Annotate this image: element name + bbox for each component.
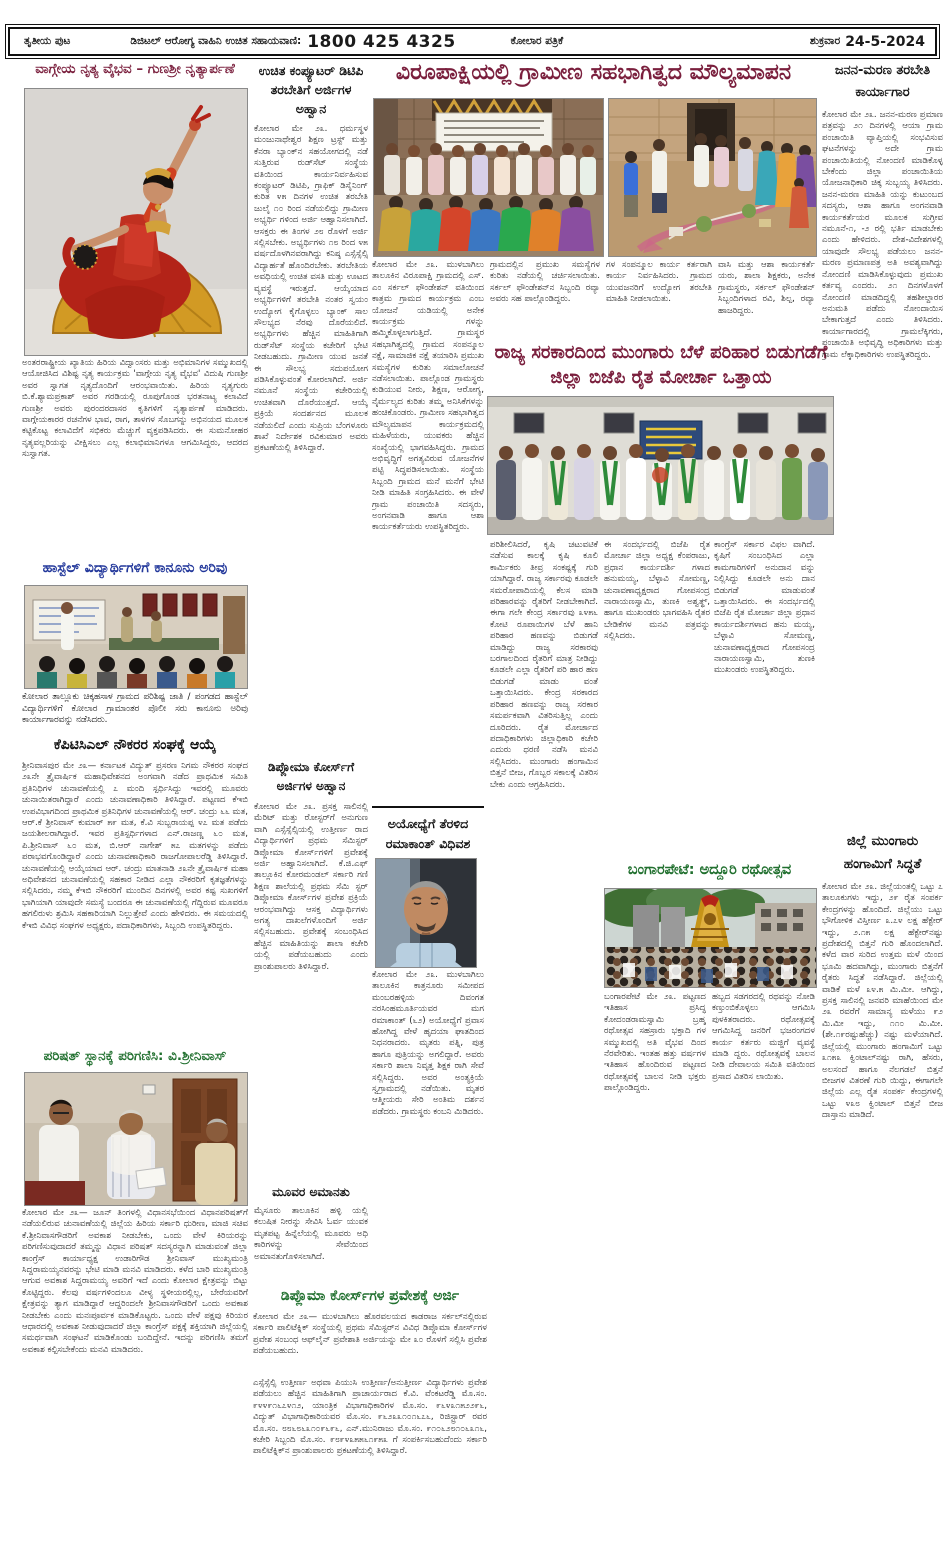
evaluation-body-col2: ಗ್ರಾಮದಲ್ಲಿನ ಪ್ರಮುಖ ಸಮಸ್ಯೆಗಳ ಕುರಿತು ನಡೆಯಲ್ಲಿ ಚರ್ಚಿಸಲಾಯಿತು. ಸರ್ಕಲ್ ಫೌಂಡೇಶನ್‌ನ ಸಿಬ್ಬಂದಿ ರವ್ಯಾ ಅವರು ಸಹ ಪಾಲ್ಗೊಂಡಿದ್ದರು. bbox=[490, 260, 600, 305]
masthead-bar bbox=[8, 27, 937, 56]
dance-body: ಅಂತರರಾಷ್ಟ್ರೀಯ ಖ್ಯಾತಿಯ ಹಿರಿಯ ವಿದ್ವಾಂಸರು ಮತ್ತು ಅಭಿಮಾನಿಗಳ ಸಮ್ಮುಖದಲ್ಲಿ ಆಯೋಜಿಸಿದ ವಿಶಿಷ್ಟ ನೃತ್ಯ ಕಾರ್ಯಕ್ರಮ 'ವಾಗ್ಗೇಯ ನೃತ್ಯ ವೈಭವ' ವಿದುಷಿ ಗುಣಶ್ರೀ ಅವರ ಸ್ವಾಗತ ನೃತ್ಯದೊಂದಿಗೆ ಆರಂಭವಾಯಿತು. ಹಿರಿಯ ನೃತ್ಯಗುರು ಬಿ.ಕೆ.ಶ್ಯಾಮಪ್ರಕಾಶ್ ಅವರ ಗರಡಿಯಲ್ಲಿ ರೂಪುಗೊಂಡ ಭರತನಾಟ್ಯ ಕಲಾವಿದೆ ಗುಣಶ್ರೀ ಅವರು ಪುರಂದರದಾಸರ ಕೃತಿಗಳಿಗೆ ನೃತ್ಯಾರ್ಪಣೆ ಮಾಡಿದರು. ವಾಗ್ಗೇಯಕಾರರ ರಚನೆಗಳ ಭಾವ, ರಾಗ, ತಾಳಗಳ ಸೊಬಗನ್ನು ಅಭಿನಯದ ಮೂಲಕ ಕಟ್ಟಿಕೊಟ್ಟ ಕಲಾವಿದೆಗೆ ಸಭಿಕರು ಮೆಚ್ಚುಗೆ ವ್ಯಕ್ತಪಡಿಸಿದರು. ಈ ಸುಮನೋಹರ ನೃತ್ಯವಲ್ಲರಿಯನ್ನು ವೀಕ್ಷಿಸಲು ಎಲ್ಲ ಕಲಾಭಿಮಾನಿಗಳೂ ಆಗಮಿಸಿದ್ದರು, ಆದರದ ಸುಸ್ವಾಗತ. bbox=[22, 358, 248, 460]
bjp-body-col1: ಪರಿಶೀಲಿಸಿದರೆ, ಕೃಷಿ ಚಟುವಟಿಕೆ ನಡೆಸುವ ಕಾಲಕ್ಕೆ ಕೃಷಿ ಕೂಲಿ ಕಾರ್ಮಿಕರು ತೀವ್ರ ಸಂಕಷ್ಟಕ್ಕೆ ಗುರಿ ಯಾಗಿದ್ದಾರೆ. ರಾಜ್ಯ ಸರ್ಕಾರವು ಕೂಡಲೇ ಸಮರೋಪಾದಿಯಲ್ಲಿ ಕೆಲಸ ಮಾಡಿ ಪರಿಹಾರವನ್ನು ರೈತರಿಗೆ ನೀಡಬೇಕಾಗಿದೆ. ಈಗಾ ಗಲೇ ಕೇಂದ್ರ ಸರ್ಕಾರವು ೩೪೫೬ ಕೋಟಿ ರೂಪಾಯಿಗಳ ಬೆಳೆ ಹಾನಿ ಪರಿಹಾರ ಹಣವನ್ನು ಬಿಡುಗಡೆ ಮಾಡಿದ್ದು ರಾಜ್ಯ ಸರಕಾರವು ಬರಗಾಲದಿಂದ ರೈತರಿಗೆ ಮಾತ್ರ ನೀಡಿದ್ದು ಕೂಡಲೇ ಎಲ್ಲಾ ರೈತರಿಗೆ ಪರಿ ಹಾರ ಹಣ ಬಿಡುಗಡೆ ಮಾಡು ವಂತೆ ಒತ್ತಾಯಿಸಿದರು. ಕೇಂದ್ರ ಸರಕಾರದ ಪರಿಹಾರ ಹಣವನ್ನು ರಾಜ್ಯ ಸರಕಾರ ಸಮರ್ಪಕವಾಗಿ ವಿತರಿಸುತ್ತಿಲ್ಲ ಎಂದು ದೂರಿದರು. ರೈತ ಮೋರ್ಚಾದ ಪದಾಧಿಕಾರಿಗಳು ಜಿಲ್ಲಾಧಿಕಾರಿ ಕಚೇರಿ ಎದುರು ಧರಣಿ ನಡೆಸಿ ಮನವಿ ಸಲ್ಲಿಸಿದರು. ಮುಂಗಾರು ಹಂಗಾಮಿನ ಬಿತ್ತನೆ ಬೀಜ, ಗೊಬ್ಬರ ಸಕಾಲಕ್ಕೆ ವಿತರಿಸ ಬೇಕು ಎಂದು ಆಗ್ರಹಿಸಿದರು. bbox=[490, 540, 598, 790]
diploma-call-headline: ಡಿಪ್ಲೋಮಾ ಕೋರ್ಸ್‌ಗೆ ಅರ್ಜಿಗಳ ಅಹ್ವಾನ bbox=[267, 760, 355, 794]
helpline-number: 1800 425 4325 bbox=[307, 31, 456, 52]
parishat-headline: ಪರಿಷತ್ ಸ್ಥಾನಕ್ಕೆ ಪರಿಗಣಿಸಿ: ವಿ.ಶ್ರೀನಿವಾಸ್ bbox=[43, 1049, 227, 1064]
birth-death-body: ಕೋಲಾರ ಮೇ ೨೩. ಜನನ-ಮರಣ ಪ್ರಮಾಣ ಪತ್ರವನ್ನು ೨೧ ದಿನಗಳಲ್ಲಿ ಆಯಾ ಗ್ರಾಮ ಪಂಚಾಯಿತಿ ವ್ಯಾಪ್ತಿಯಲ್ಲಿ ಸಂಭವಿಸುವ ಘಟನೆಗಳನ್ನು ಅದೇ ಗ್ರಾಮ ಪಂಚಾಯಿತಿಯಲ್ಲಿ ನೋಂದಣಿ ಮಾಡಿಕೊಳ್ಳ ಬೇಕೆಂದು ಜಿಲ್ಲಾ ಪಂಚಾಯಿತಿಯ ಯೋಜನಾಧಿಕಾರಿ ಚಿಕ್ಕ ಸುಬ್ಬಯ್ಯ ತಿಳಿಸಿದರು. ಜನನ-ಮರಣ ಮಾಹಿತಿ ಯನ್ನು ಕುಟುಂಬದ ಸದಸ್ಯರು, ಆಶಾ ಹಾಗೂ ಅಂಗನವಾಡಿ ಕಾರ್ಯಕರ್ತೆಯರ ಮೂಲಕ ಸುಗ್ರೀವ ನಮೂನೆ-೧, -೨ ರಲ್ಲಿ ಭರ್ತಿ ಮಾಡಬೇಕು ಎಂದು ಹೇಳಿದರು. ದೇಶ-ವಿದೇಶಗಳಲ್ಲಿ ಯಾವುದೇ ಸೌಲಭ್ಯ ಪಡೆಯಲು ಜನನ-ಮರಣ ಪ್ರಮಾಣಪತ್ರ ಅತಿ ಅವಶ್ಯವಾಗಿದ್ದು ನೋಂದಣಿ ಮಾಡಿಸಿಕೊಳ್ಳುವುದು ಪ್ರಮುಖ ಕರ್ತವ್ಯ ಎಂದರು. ೨೧ ದಿನಗಳೊಳಗೆ ನೋಂದಣಿ ಮಾಡದಿದ್ದಲ್ಲಿ ತಹಶೀಲ್ದಾರರ ಅನುಮತಿ ಪಡೆದು ನೋಂದಾಯಿಸ ಬೇಕಾಗುತ್ತದೆ ಎಂದು ತಿಳಿಸಿದರು. ಕಾರ್ಯಾಗಾರದಲ್ಲಿ ಗ್ರಾಮಲೆಕ್ಕಿಗರು, ಪಂಚಾಯಿತಿ ಅಭಿವೃದ್ಧಿ ಅಧಿಕಾರಿಗಳು ಮತ್ತು ಗ್ರಾಮ ಲೆಕ್ಕಾಧಿಕಾರಿಗಳು ಉಪಸ್ಥಿತರಿದ್ದರು. bbox=[822, 110, 943, 360]
monsoon-body: ಕೋಲಾರ ಮೇ ೨೩. ಜಿಲ್ಲೆಯಂತಲ್ಲಿ ಒಟ್ಟು ೭ ತಾಲೂಕುಗಳು ಇದ್ದು, ೨೯ ರೈತ ಸಂಪರ್ಕ ಕೇಂದ್ರಗಳನ್ನು ಹೊಂದಿದೆ. ಜಿಲ್ಲೆಯು ಒಟ್ಟು ಭೌಗೋಳಿಕ ವಿಸ್ತೀರ್ಣ ೩.೭೪ ಲಕ್ಷ ಹೆಕ್ಟೇರ್ ಇದ್ದು, ೨.೧೫ ಲಕ್ಷ ಹೆಕ್ಟೇರ್‌ನಷ್ಟು ಪ್ರದೇಶದಲ್ಲಿ ಬಿತ್ತನೆ ಗುರಿ ಹೊಂದಲಾಗಿದೆ. ಕಳೆದ ವಾರ ಸುರಿದ ಉತ್ತಮ ಮಳೆ ಯಿಂದ ಭೂಮಿ ಹದವಾಗಿದ್ದು, ಮುಂಗಾರು ಬಿತ್ತನೆಗೆ ರೈತರು ಸಿದ್ಧತೆ ನಡೆಸಿದ್ದಾರೆ. ಜಿಲ್ಲೆಯಲ್ಲಿ ವಾಡಿಕೆ ಮಳೆ ೩೪.೫ ಮಿ.ಮೀ. ಆಗಿದ್ದು, ಪ್ರಸಕ್ತ ಸಾಲಿನಲ್ಲಿ ಜನವರಿ ಮಾಹೆಯಿಂದ ಮೇ ೨೩ ರವರೆಗೆ ಸಾಮಾನ್ಯ ಮಳೆಯು ೯೨ ಮಿ.ಮೀ ಇದ್ದು, ೧೧೦ ಮಿ.ಮೀ. (ಶೇ.೧೯ರಷ್ಟುಹೆಚ್ಚು) ನಷ್ಟು ಮಳೆಯಾಗಿದೆ. ಜಿಲ್ಲೆಯಲ್ಲಿ ಮುಂಗಾರು ಹಂಗಾಮಿಗೆ ಒಟ್ಟು ೩೧೫೩ ಕ್ವಿಂಟಾಲ್‌ನಷ್ಟು ರಾಗಿ, ಹೆಸರು, ಅಲಸಂದೆ ಹಾಗೂ ನೆಲಗಡಲೆ ಬಿತ್ತನೆ ಬೀಜಗಳ ವಿತರಣೆ ಗುರಿ ಯಿದ್ದು, ಈಗಾಗಲೇ ಜಿಲ್ಲೆಯ ಎಲ್ಲ ರೈತ ಸಂಪರ್ಕ ಕೇಂದ್ರಗಳಲ್ಲಿ ಒಟ್ಟು ೪೩೮ ಕ್ವಿಂಟಾಲ್ ಬಿತ್ತನೆ ಬೀಜ ದಾಸ್ತಾನು ಮಾಡಿದೆ. bbox=[822, 882, 943, 1121]
diploma-adm-body2: ಎಸ್ಸೆಸ್ಸೆಲ್ಸಿ ಉತ್ತೀರ್ಣ ಅಥವಾ ಪಿಯುಸಿ ಉತ್ತೀರ್ಣ/ಅನುತ್ತೀರ್ಣ ವಿದ್ಯಾರ್ಥಿಗಳು ಪ್ರವೇಶ ಪಡೆಯಲು ಹೆಚ್ಚಿನ ಮಾಹಿತಿಗಾಗಿ ಪ್ರಾಚಾರ್ಯರಾದ ಕೆ.ವಿ. ವೆಂಕಟರೆಡ್ಡಿ ಮೊ.ಸಂ. ೯೪೪೯೧೬೭೪೧೨, ಯಾಂತ್ರಿಕ ವಿಭಾಗಾಧಿಕಾರಿಗಳ ಮೊ.ಸಂ. ೯೬೪೩೧೫೨೨೯೬, ವಿದ್ಯುತ್ ವಿಭಾಗಾಧಿಕಾರಿಯವರ ಮೊ.ಸಂ. ೯೬೨೩೩೧೦೧೬೭೬, ರಿಜಿಸ್ಟ್ರಾರ್ ರವರ ಮೊ.ಸಂ. ೮೮೬೮೬೩೧೦೯೬೯೬, ಎನ್.ಮುನಿರಾಜು ಮೊ.ಸಂ. ೯೧೦೬೨೮೧೦೬೩೧೬, ಕಚೇರಿ ಸಿಬ್ಬಂದಿ ಮೊ.ಸಂ. ೯೮೯೪೩೫೫೬೧೯೫೩ ಗೆ ಸಂಪರ್ಕಿಸಬಹುದೆಂದು ಸರ್ಕಾರಿ ಪಾಲಿಟೆಕ್ನಿಕ್‌ನ ಪ್ರಾಂಶುಪಾಲರು ಪ್ರಕಟಣೆಯಲ್ಲಿ ತಿಳಿಸಿದ್ದಾರೆ. bbox=[253, 1378, 487, 1457]
bangarpet-rathotsava-photo bbox=[604, 888, 817, 988]
hostel-headline: ಹಾಸ್ಟೆಲ್ ವಿದ್ಯಾರ್ಥಿಗಳಿಗೆ ಕಾನೂನು ಅರಿವು bbox=[42, 560, 228, 576]
ayodhya-divider bbox=[372, 806, 484, 808]
evaluation-headline: ವಿರೂಪಾಕ್ಷಿಯಲ್ಲಿ ಗ್ರಾಮೀಣ ಸಹಭಾಗಿತ್ವದ ಮೌಲ್ಯಮಾಪನ bbox=[395, 60, 792, 85]
ramakanth-portrait-photo bbox=[375, 858, 477, 968]
dtp-headline: ಉಚಿತ ಕಂಪ್ಯೂಟರ್ ಡಿಟಿಪಿ ತರಬೇತಿಗೆ ಅರ್ಜಿಗಳ ಅಹ್ವಾನ bbox=[258, 63, 364, 116]
edition-label: ತೃತೀಯ ಪುಟ bbox=[24, 35, 71, 47]
date-label: 24-5-2024 bbox=[845, 33, 925, 50]
bjp-body-col2: ಈ ಸಂದರ್ಭದಲ್ಲಿ ಬಿಜೆಪಿ ರೈತ ಮೋರ್ಚಾ ಜಿಲ್ಲಾ ಅಧ್ಯಕ್ಷ ಕೆಂಪರಾಜು, ಪ್ರಧಾನ ಕಾರ್ಯದರ್ಶಿ ಗಳಾದ ಹನುಮಯ್ಯ, ಬೆಳ್ಳಾವಿ ಸೋಮಣ್ಣ, ಚುನಾವಣಾಧ್ಯಕ್ಷರಾದ ಗೋಪಸಂದ್ರ ನಾರಾಯಣಸ್ವಾಮಿ, ತುಣಕಿ ಅಶ್ವತ್ಥ್, ಹಾಗೂ ಮುಖಂಡರು ಭಾಗವಹಿಸಿ ರೈತರ ಬೇಡಿಕೆಗಳ ಮನವಿ ಪತ್ರವನ್ನು ಸಲ್ಲಿಸಿದರು. bbox=[604, 540, 710, 642]
diploma-adm-body1: ಕೋಲಾರ ಮೇ ೨೩— ಮುಳಬಾಗಿಲು ಹೊರವಲಯದ ಕಾಡರಾಜ ಸರ್ಕಲ್‌ನಲ್ಲಿರುವ ಸರ್ಕಾರಿ ಪಾಲಿಟೆಕ್ನಿಕ್ ಸಂಸ್ಥೆಯಲ್ಲಿ ಪ್ರಥಮ ಸೆಮಿಸ್ಟರ್‌ನ ವಿವಿಧ ಡಿಪ್ಲೊಮಾ ಕೋರ್ಸ್‌ಗಳ ಪ್ರವೇಶ ಸಂಬಂಧ ಆಫ್‌ಲೈನ್ ಪ್ರವೇಶಾತಿ ಅರ್ಜಿಯನ್ನು ಮೇ ೩೦ ರೊಳಗೆ ಸಲ್ಲಿಸಿ ಪ್ರವೇಶ ಪಡೆಯಬಹುದು. bbox=[253, 1312, 487, 1357]
bjp-headline: ರಾಜ್ಯ ಸರಕಾರದಿಂದ ಮುಂಗಾರು ಬೆಳೆ ಪರಿಹಾರ ಬಿಡುಗಡೆಗೆ ಜಿಲ್ಲಾ ಬಿಜೆಪಿ ರೈತ ಮೋರ್ಚಾ ಒತ್ತಾಯ bbox=[494, 342, 828, 389]
dtp-body: ಕೋಲಾರ ಮೇ ೨೩. ಧರ್ಮಸ್ಥಳ ಮಂಜುನಾಥೇಶ್ವರ ಶಿಕ್ಷಣ ಟ್ರಸ್ಟ್ ಮತ್ತು ಕೆನರಾ ಬ್ಯಾಂಕ್‌ನ ಸಹಯೋಗದಲ್ಲಿ ನಡೆ ಸುತ್ತಿರುವ ರುಡ್‌ಸೆಟ್ ಸಂಸ್ಥೆಯ ವತಿಯಿಂದ ಕಾರ್ಯನಿರ್ವಹಿಸುವ ಕಂಪ್ಯೂಟರ್ ಡಿಟಿಪಿ, ಗ್ರಾಫಿಕ್ ಡಿಸೈನಿಂಗ್ ಕುರಿತ ೪೫ ದಿನಗಳ ಉಚಿತ ತರಬೇತಿ ಜುಲೈ ೧೦ ರಿಂದ ನಡೆಯಲಿದ್ದು ಗ್ರಾಮೀಣ ಅಭ್ಯರ್ಥಿ ಗಳಿಂದ ಅರ್ಜಿ ಆಹ್ವಾನಿಸಲಾಗಿದೆ. ಆಸಕ್ತರು ಈ ತಿಂಗಳ ೨೮ ರೊಳಗೆ ಅರ್ಜಿ ಸಲ್ಲಿಸಬೇಕು. ಅಭ್ಯರ್ಥಿಗಳು ೧೮ ರಿಂದ ೪೫ ವರ್ಷದೊಳಗಿನವರಾಗಿದ್ದು ಕನಿಷ್ಠ ಎಸ್ಸೆಸ್ಸೆಲ್ಸಿ ವಿದ್ಯಾರ್ಹತೆ ಹೊಂದಿರಬೇಕು. ತರಬೇತಿಯ ಅವಧಿಯಲ್ಲಿ ಉಚಿತ ವಸತಿ ಮತ್ತು ಊಟದ ವ್ಯವಸ್ಥೆ ಇರುತ್ತದೆ. ಆಯ್ಕೆಯಾದ ಅಭ್ಯರ್ಥಿಗಳಿಗೆ ತರಬೇತಿ ನಂತರ ಸ್ವಯಂ ಉದ್ಯೋಗ ಕೈಗೊಳ್ಳಲು ಬ್ಯಾಂಕ್ ಸಾಲ ಸೌಲಭ್ಯದ ನೆರವು ದೊರೆಯಲಿದೆ. ಅಭ್ಯರ್ಥಿಗಳು ಹೆಚ್ಚಿನ ಮಾಹಿತಿಗಾಗಿ ರುಡ್‌ಸೆಟ್ ಸಂಸ್ಥೆಯ ಕಚೇರಿಗೆ ಭೇಟಿ ನೀಡಬಹುದು. ಗ್ರಾಮೀಣ ಯುವ ಜನತೆ ಈ ಸೌಲಭ್ಯ ಸದುಪಯೋಗ ಪಡಿಸಿಕೊಳ್ಳುವಂತೆ ಕೋರಲಾಗಿದೆ. ಅರ್ಜಿ ನಮೂನೆ ಸಂಸ್ಥೆಯ ಕಚೇರಿಯಲ್ಲಿ ಉಚಿತವಾಗಿ ದೊರೆಯುತ್ತದೆ. ಆಯ್ಕೆ ಪ್ರಕ್ರಿಯೆ ಸಂದರ್ಶನದ ಮೂಲಕ ನಡೆಯಲಿದೆ ಎಂದು ಸುಪ್ರಿಯ ಬೆಂಗಳೂರು ಶಾಖೆ ನಿರ್ದೇಶಕ ರವಿಕುಮಾರ ಅವರು ಪ್ರಕಟಣೆಯಲ್ಲಿ ತಿಳಿಸಿದ್ದಾರೆ. bbox=[254, 124, 368, 454]
evaluation-body-col4: ವಾಸಿ ಮತ್ತು ಆಶಾ ಕಾರ್ಯಕರ್ತೆ ಯರು, ಶಾಲಾ ಶಿಕ್ಷಕರು, ಅನೇಕ ಗ್ರಾಮಸ್ಥರು, ಸರ್ಕಲ್ ಫೌಂಡೇಶನ್ ಸಿಬ್ಬಂದಿಗಳಾದ ರವಿ, ಶಿಲ್ಪ, ರವ್ಯಾ ಹಾಜರಿದ್ದರು. bbox=[718, 260, 815, 316]
parishat-meeting-photo bbox=[24, 1072, 248, 1206]
virupakshi-group-photo bbox=[373, 98, 604, 257]
suspension-headline: ಮೂವರ ಅಮಾನತು bbox=[272, 1186, 350, 1199]
birth-death-headline: ಜನನ-ಮರಣ ತರಬೇತಿ ಕಾರ್ಯಾಗಾರ bbox=[834, 63, 931, 101]
day-label: ಶುಕ್ರವಾರ bbox=[809, 35, 841, 47]
rathotsava-body-col1: ಬಂಗಾರಪೇಟೆ ಮೇ ೨೩. ಪಟ್ಟಣದ ಇತಿಹಾಸ ಪ್ರಸಿದ್ಧ ಕೋದಂಡರಾಮಸ್ವಾಮಿ ಬ್ರಹ್ಮ ರಥೋತ್ಸವ ಸಹಸ್ರಾರು ಭಕ್ತಾದಿ ಗಳ ಸಮ್ಮುಖದಲ್ಲಿ ಅತಿ ವೈಭವ ದಿಂದ ನೆರವೇರಿತು. ಇಂತಹ ಹತ್ತು ವರ್ಷಗಳ ಇತಿಹಾಸ ಹೊಂದಿರುವ ಪಟ್ಟಣದ ರಥೋತ್ಸವಕ್ಕೆ ಬಾಲನ ನೀಡಿ ಭಕ್ತರು ಪಾಲ್ಗೊಂಡಿದ್ದರು. bbox=[604, 992, 706, 1094]
virupakshi-floor-map-photo bbox=[608, 98, 817, 257]
suspension-body: ಮೈಸೂರು ತಾಲೂಕಿನ ಹಳ್ಳಿ ಯಲ್ಲಿ ಕಲುಷಿತ ನೀರನ್ನು ಸೇವಿಸಿ ಓರ್ವ ಯುವಕ ಮೃತಪಟ್ಟ ಹಿನ್ನೆಲೆಯಲ್ಲಿ ಮೂವರು ಅಧಿ ಕಾರಿಗಳನ್ನು ಸೇವೆಯಿಂದ ಅಮಾನತುಗೊಳಿಸಲಾಗಿದೆ. bbox=[254, 1206, 368, 1262]
evaluation-body-col3: ಗಳ ಸಂಪನ್ಮೂಲ ಕಾರ್ಯ ಕರ್ತರಾಗಿ ಕಾರ್ಯ ನಿರ್ವಹಿಸಿದರು. ಗ್ರಾಮದ ಯುವಜನರಿಗೆ ಉದ್ಯೋಗ ತರಬೇತಿ ಮಾಹಿತಿ ನೀಡಲಾಯಿತು. bbox=[606, 260, 712, 305]
paper-name: ಕೋಲಾರ ಪತ್ರಿಕೆ bbox=[510, 35, 564, 47]
kptcl-body: ಶ್ರೀನಿವಾಸಪುರ ಮೇ ೨೩— ಕರ್ನಾಟಕ ವಿದ್ಯುತ್ ಪ್ರಸರಣ ನಿಗಮ ನೌಕರರ ಸಂಘದ ೨೩ನೇ ತ್ರೈವಾರ್ಷಿಕ ಮಹಾಧಿವೇಶನದ ಅಂಗವಾಗಿ ನಡೆದ ಪ್ರಾಥಮಿಕ ಸಮಿತಿ ಪ್ರತಿನಿಧಿಗಳ ಚುನಾವಣೆಯಲ್ಲಿ ೭ ಮಂದಿ ಸ್ಪರ್ಧಿಸಿದ್ದು ಇವರಲ್ಲಿ ಮೂವರು ಚುನಾಯಿತರಾಗಿದ್ದಾರೆ ಎಂದು ಚುನಾವಣಾಧಿಕಾರಿ ತಿಳಿಸಿದ್ದಾರೆ. ಪಟ್ಟಣದ ಕೆಇಬಿ ಉಪವಿಭಾಗದಿಂದ ಪ್ರಾಥಮಿಕ ಪ್ರತಿನಿಧಿಗಳ ಚುನಾವಣೆಯಲ್ಲಿ ಆರ್. ಚಂದ್ರು ೬೬ ಮತ, ಆರ್.ಕೆ ಶ್ರೀನಿವಾಸ್ ಕುಮಾರ್ ೫೯ ಮತ, ಕೆ.ವಿ ಸುಬ್ಬರಾಯಪ್ಪ ೪೭ ಮತ ಪಡೆದು ಜಯಶೀಲರಾಗಿದ್ದಾರೆ. ಇವರ ಪ್ರತಿಸ್ಪರ್ಧಿಗಳಾದ ಎನ್.ರಾಜಣ್ಣ ೬೦ ಮತ, ಪಿ.ಶ್ರೀನಿವಾಸ್ ೬೦ ಮತ, ಬಿ.ಆರ್ ನಾಗೇಶ್ ೫೭ ಮತಗಳನ್ನು ಪಡೆದು ಪರಾಭವಗೊಂಡಿದ್ದಾರೆ ಎಂದು ಚುನಾವಣಾಧಿಕಾರಿ ರಾಜಗೋಪಾಲರೆಡ್ಡಿ ತಿಳಿಸಿದ್ದಾರೆ. ಚುನಾವಣೆಯಲ್ಲಿ ಆಯ್ಕೆಯಾದ ಆರ್. ಚಂದ್ರು ಮಾತನಾಡಿ ೨೩ನೇ ತ್ರೈವಾರ್ಷಿಕ ಮಹಾ ಅಧಿವೇಶನದ ಚುನಾವಣೆಯಲ್ಲಿ ಸಹಕಾರ ನೀಡಿದ ಎಲ್ಲಾ ನೌಕರರಿಗೆ ಕೃತಜ್ಞತೆಗಳನ್ನು ಸಲ್ಲಿಸಿದರು, ನಮ್ಮ ಕೆಇಬಿ ನೌಕರರಿಗೆ ಮುಂದಿನ ದಿನಗಳಲ್ಲಿ ಅವರ ಕಷ್ಟ ಸುಖಗಳಿಗೆ ಭಾಗಿಯಾಗಿ ಯಾವುದೇ ಸಮಸ್ಯೆ ಬಂದರೂ ಈ ಚುನಾವಣೆಯಲ್ಲಿ ಗೆದ್ದಿರುವ ಮೂವರೂ ಹಗಲಿರುಳು ಶ್ರಮಿಸಿ ಸಹಕಾರಿಯಾಗಿ ನಿಲ್ಲುತ್ತೇವೆ ಎಂದು ಹೇಳಿದರು. ಈ ಸಮಯದಲ್ಲಿ ಕೆಇಬಿ ವಿವಿಧ ಸಂಘಗಳ ಅಧ್ಯಕ್ಷರು, ಪದಾಧಿಕಾರಿಗಳು, ಸಿಬ್ಬಂದಿ ಉಪಸ್ಥಿತರಿದ್ದರು. bbox=[22, 761, 248, 931]
rathotsava-headline: ಬಂಗಾರಪೇಟೆ: ಅದ್ದೂರಿ ರಥೋತ್ಸವ bbox=[627, 862, 792, 878]
bjp-raitha-morcha-group-photo bbox=[487, 396, 834, 535]
helpline-label: ಡಿಜಿಟಲ್ ಆರೋಗ್ಯ ವಾಹಿನಿ ಉಚಿತ ಸಹಾಯವಾಣಿ: bbox=[130, 35, 302, 47]
parishat-body: ಕೋಲಾರ ಮೇ ೨೩— ಜೂನ್ ತಿಂಗಳಲ್ಲಿ ವಿಧಾನಸಭೆಯಿಂದ ವಿಧಾನಪರಿಷತ್‌ಗೆ ನಡೆಯಲಿರುವ ಚುನಾವಣೆಯಲ್ಲಿ ಜಿಲ್ಲೆಯ ಹಿರಿಯ ಸರ್ಕಾರಿ ಧುರೀಣ, ಮಾಜಿ ಸಚಿವ ಕೆ.ಶ್ರೀನಿವಾಸಗೌಡರಿಗೆ ಅವಕಾಶ ನೀಡಬೇಕು, ಒಂದು ವೇಳೆ ಕಿರಿಯರನ್ನು ಪರಿಗಣಿಸುವುದಾದರೆ ತಮ್ಮನ್ನು ವಿಧಾನ ಪರಿಷತ್ ಸದಸ್ಯರನ್ನಾಗಿ ಮಾಡುವಂತೆ ಜಿಲ್ಲಾ ಕಾಂಗ್ರೆಸ್ ಕಾರ್ಯಾಧ್ಯಕ್ಷ ಉಡಾರಿಗೌಡ ಶ್ರೀನಿವಾಸ್ ಮುಖ್ಯಮಂತ್ರಿ ಸಿದ್ದರಾಮಯ್ಯನವರನ್ನು ಭೇಟಿ ಮಾಡಿ ಮನವಿ ಮಾಡಿದರು. ಕಳೆದ ಬಾರಿ ಮುಖ್ಯಮಂತ್ರಿ ಆಗುವ ಅವಕಾಶ ಸಿದ್ದರಾಮಯ್ಯ ಅವರಿಗೆ ಇದೆ ಎಂದು ಕೋಲಾರ ಕ್ಷೇತ್ರವನ್ನು ಬಿಟ್ಟು ಕೊಟ್ಟಿದ್ದರು. ಕೆಲವು ವರ್ಷಗಳಿಂದಲೂ ವೀಳ್ಯ ಸ್ಥಳೀಯರಲ್ಲಿಲ್ಲ, ಬೇರೆಯವರಿಗೆ ಕ್ಷೇತ್ರವನ್ನು ತ್ಯಾಗ ಮಾಡಿದ್ದಾರೆ ಆದ್ದರಿಂದಲೇ ಶ್ರೀನಿವಾಸಗೌಡರಿಗೆ ಒಂದು ಅವಕಾಶ ನೀಡಬೇಕು ಎಂದು ಮನಃಪೂರ್ವಕ ಮಾಡಿಕೊಟ್ಟರು. ಒಂದು ವೇಳೆ ಪಕ್ಷವು ಕಿರಿಯರ ಆಧಾರದಲ್ಲಿ ಅವಕಾಶ ನೀಡುವುದಾದರೆ ಜಿಲ್ಲಾ ಕಾಂಗ್ರೆಸ್ ಪಕ್ಷಕ್ಕೆ ಶಕ್ತಿಯಾಗಿ ಜಿಲ್ಲೆಯಲ್ಲಿ ಸಮರ್ಥವಾಗಿ ಸಂಘಟನೆ ಮಾಡಿಕೊಂಡು ಬಂದಿದ್ದೇನೆ. ಇದನ್ನು ಪರಿಗಣಿಸಿ ತಮಗೆ ಅವಕಾಶ ಕಲ್ಪಿಸಬೇಕೆಂದು ಮನವಿ ಮಾಡಿದರು. bbox=[22, 1208, 248, 1355]
bharatanatyam-dancer-photo bbox=[24, 88, 248, 356]
rathotsava-body-col2: ಹಬ್ಬದ ಸಡಗರದಲ್ಲಿ ರಥವನ್ನು ನೋಡಿ ಕಣ್ತುಂಬಿಕೊಳ್ಳಲು ಆಗಮಿಸಿ ಪುಳಕಿತರಾದರು. ರಥೋತ್ಸವಕ್ಕೆ ಆಗಮಿಸಿದ್ದ ಜನರಿಗೆ ಭಜರಂಗದಳ ಕಾರ್ಯ ಕರ್ತರು ಮಜ್ಜಿಗೆ ವ್ಯವಸ್ಥೆ ಮಾಡಿ ದ್ದರು. ರಥೋತ್ಸವಕ್ಕೆ ಬಾಲನ ನೀಡಿ ದೇವಾಲಯ ಸಮಿತಿ ವತಿಯಿಂದ ಪ್ರಸಾದ ವಿತರಿಸ ಲಾಯಿತು. bbox=[712, 992, 815, 1082]
monsoon-headline: ಜಿಲ್ಲೆ ಮುಂಗಾರು ಹಂಗಾಮಿಗೆ ಸಿದ್ಧತೆ bbox=[843, 833, 922, 872]
diploma-call-body: ಕೋಲಾರ ಮೇ ೨೩. ಪ್ರಸಕ್ತ ಸಾಲಿನಲ್ಲಿ ಮೆರಿಟ್ ಮತ್ತು ರೋಸ್ಟರ್‌ಗೆ ಅನುಗುಣ ವಾಗಿ ಎಸ್ಸೆಸ್ಸೆಲ್ಸಿಯಲ್ಲಿ ಉತ್ತೀರ್ಣ ರಾದ ವಿದ್ಯಾರ್ಥಿಗಳಿಗೆ ಪ್ರಥಮ ಸೆಮಿಸ್ಟರ್ ಡಿಪ್ಲೋಮಾ ಕೋರ್ಸ್‌ಗಳಿಗೆ ಪ್ರವೇಶಕ್ಕೆ ಅರ್ಜಿ ಅಹ್ವಾನಿಸಲಾಗಿದೆ. ಕೆ.ಜಿ.ಎಫ್ ತಾಲ್ಲೂಕಿನ ಕೋರಮಂಡಲ್ ಸರ್ಕಾರಿ ಗಣಿ ಶಿಕ್ಷಣ ಶಾಲೆಯಲ್ಲಿ ಪ್ರಥಮ ಸೆಮಿ ಸ್ಟರ್ ಡಿಪ್ಲೋಮಾ ಕೋರ್ಸ್‌ಗಳ ಪ್ರವೇಶ ಪ್ರಕ್ರಿಯೆ ಆರಂಭವಾಗಿದ್ದು ಆಸಕ್ತ ವಿದ್ಯಾರ್ಥಿಗಳು ಅಗತ್ಯ ದಾಖಲೆಗಳೊಂದಿಗೆ ಅರ್ಜಿ ಸಲ್ಲಿಸಬಹುದು. ಪ್ರವೇಶಕ್ಕೆ ಸಂಬಂಧಿಸಿದ ಹೆಚ್ಚಿನ ಮಾಹಿತಿಯನ್ನು ಶಾಲಾ ಕಚೇರಿ ಯಲ್ಲಿ ಪಡೆಯಬಹುದು ಎಂದು ಪ್ರಾಂಶುಪಾಲರು ತಿಳಿಸಿದ್ದಾರೆ. bbox=[254, 802, 368, 972]
diploma-adm-headline: ಡಿಪ್ಲೊಮಾ ಕೋರ್ಸ್‌ಗಳ ಪ್ರವೇಶಕ್ಕೆ ಅರ್ಜಿ bbox=[280, 1288, 460, 1304]
ayodhya-body: ಕೋಲಾರ ಮೇ ೨೩. ಮುಳಬಾಗಿಲು ತಾಲೂಕಿನ ಕಾತ್ರನೂರು ಸಮೀಪದ ಮಂಬರಹಳ್ಳಿಯ ದಿವಂಗತ ನರಸಿಂಹಮೂರ್ತಿಯವರ ಮಗ ರಮಾಕಾಂತ್ (೬೨) ಅಯೋಧ್ಯೆಗೆ ಪ್ರವಾಸ ಹೋಗಿದ್ದ ವೇಳೆ ಹೃದಯಾ ಘಾತದಿಂದ ನಿಧನರಾದರು. ಮೃತರು ಪತ್ನಿ, ಪುತ್ರ ಹಾಗೂ ಪುತ್ರಿಯನ್ನು ಅಗಲಿದ್ದಾರೆ. ಅವರು ಸರ್ಕಾರಿ ಶಾಲಾ ನಿವೃತ್ತ ಶಿಕ್ಷಕ ರಾಗಿ ಸೇವೆ ಸಲ್ಲಿಸಿದ್ದರು. ಅವರ ಅಂತ್ಯಕ್ರಿಯೆ ಸ್ವಗ್ರಾಮದಲ್ಲಿ ನಡೆಯಿತು. ಮೃತರ ಆತ್ಮೀಯರು ಸೇರಿ ಅಂತಿಮ ದರ್ಶನ ಪಡೆದರು. ಗ್ರಾಮಸ್ಥರು ಕಂಬನಿ ಮಿಡಿದರು. bbox=[372, 970, 484, 1117]
hostel-legal-awareness-photo bbox=[24, 585, 248, 689]
kptcl-headline: ಕೆಪಿಟಿಸಿಎಲ್ ನೌಕರರ ಸಂಘಕ್ಕೆ ಆಯ್ಕೆ bbox=[53, 737, 217, 753]
dance-headline: ವಾಗ್ಗೇಯ ನೃತ್ಯ ವೈಭವ – ಗುಣಶ್ರೀ ನೃತ್ಯಾರ್ಪಣೆ bbox=[35, 62, 235, 77]
ayodhya-headline: ಅಯೋಧ್ಯೆಗೆ ತೆರಳಿದ ರಮಾಕಾಂತ್ ವಿಧಿವಶ bbox=[385, 816, 471, 851]
evaluation-body-col1: ಕೋಲಾರ ಮೇ ೨೩. ಮುಳಬಾಗಿಲು ತಾಲೂಕಿನ ವಿರೂಪಾಕ್ಷಿ ಗ್ರಾಮದಲ್ಲಿ ಎಸ್. ಎಂ ಸರ್ಕಲ್ ಫೌಂಡೇಶನ್ ವತಿಯಿಂದ ಕಾತ್ರಮ ಗ್ರಾಮದ ಕಾರ್ಯಕ್ರಮ ಎಂಬ ಯೋಜನೆ ಯಡಿಯಲ್ಲಿ ಅನೇಕ ಕಾರ್ಯಕ್ರಮ ಗಳನ್ನು ಹಮ್ಮಿಕೊಳ್ಳಲಾಗುತ್ತಿದೆ. ಗ್ರಾಮಸ್ಥರ ಸಹಭಾಗಿತ್ವದಲ್ಲಿ ಗ್ರಾಮದ ಸಂಪನ್ಮೂಲ ನಕ್ಷೆ, ಸಾಮಾಜಿಕ ನಕ್ಷೆ ತಯಾರಿಸಿ ಪ್ರಮುಖ ಸಮಸ್ಯೆಗಳ ಕುರಿತು ಸಮಾಲೋಚನೆ ನಡೆಸಲಾಯಿತು. ಪಾಲ್ಗೊಂಡ ಗ್ರಾಮಸ್ಥರು ಕುಡಿಯುವ ನೀರು, ಶಿಕ್ಷಣ, ಆರೋಗ್ಯ, ನೈರ್ಮಲ್ಯದ ಕುರಿತು ತಮ್ಮ ಅನಿಸಿಕೆಗಳನ್ನು ಹಂಚಿಕೊಂಡರು. ಗ್ರಾಮೀಣ ಸಹಭಾಗಿತ್ವದ ಮೌಲ್ಯಮಾಪನ ಕಾರ್ಯಕ್ರಮದಲ್ಲಿ ಮಹಿಳೆಯರು, ಯುವಕರು ಹೆಚ್ಚಿನ ಸಂಖ್ಯೆಯಲ್ಲಿ ಭಾಗವಹಿಸಿದ್ದರು. ಗ್ರಾಮದ ಅಭಿವೃದ್ಧಿಗೆ ಅಗತ್ಯವಿರುವ ಯೋಜನೆಗಳ ಪಟ್ಟಿ ಸಿದ್ಧಪಡಿಸಲಾಯಿತು. ಸಂಸ್ಥೆಯ ಸಿಬ್ಬಂದಿ ಗ್ರಾಮದ ಮನೆ ಮನೆಗೆ ಭೇಟಿ ನೀಡಿ ಮಾಹಿತಿ ಸಂಗ್ರಹಿಸಿದರು. ಈ ವೇಳೆ ಗ್ರಾಮ ಪಂಚಾಯಿತಿ ಸದಸ್ಯರು, ಅಂಗನವಾಡಿ ಹಾಗೂ ಆಶಾ ಕಾರ್ಯಕರ್ತೆಯರು ಉಪಸ್ಥಿತರಿದ್ದರು. bbox=[372, 260, 484, 533]
hostel-caption: ಕೋಲಾರ ತಾಲ್ಲೂಕು ಚಿಕ್ಕಹಸಾಳ ಗ್ರಾಮದ ಪರಿಶಿಷ್ಟ ಜಾತಿ / ಪಂಗಡದ ಹಾಸ್ಟೆಲ್ ವಿದ್ಯಾರ್ಥಿಗಳಿಗೆ ಕೋಲಾರ ಗ್ರಾಮಾಂತರ ಪೊಲೀ ಸರು ಕಾನೂನು ಅರಿವು ಕಾರ್ಯಾಗಾರವನ್ನು ನಡೆಸಿದರು. bbox=[22, 692, 248, 726]
bjp-body-col3: ಕಾಂಗ್ರೆಸ್ ಸರ್ಕಾರ ವಿಫಲ ವಾಗಿದೆ. ಕೃಷಿಗೆ ಸಂಬಂಧಿಸಿದ ಎಲ್ಲಾ ಕಾಮಗಾರಿಗಳಿಗೆ ಅನುದಾನ ವನ್ನು ನಿಲ್ಲಿಸಿದ್ದು ಕೂಡಲೇ ಅನು ದಾನ ಬಿಡುಗಡೆ ಮಾಡುವಂತೆ ಒತ್ತಾಯಿಸಿದರು. ಈ ಸಂದರ್ಭದಲ್ಲಿ ಬಿಜೆಪಿ ರೈತ ಮೋರ್ಚಾ ಜಿಲ್ಲಾ ಪ್ರಧಾನ ಕಾರ್ಯದರ್ಶಿಗಳಾದ ಹನು ಮಯ್ಯ, ಬೆಳ್ಳಾವಿ ಸೋಮಣ್ಣ, ಚುನಾವಣಾಧ್ಯಕ್ಷರಾದ ಗೋಪಸಂದ್ರ ನಾರಾಯಣಸ್ವಾಮಿ, ತುಣಕಿ ಮುಖಂಡರು ಉಪಸ್ಥಿತರಿದ್ದರು. bbox=[714, 540, 815, 676]
